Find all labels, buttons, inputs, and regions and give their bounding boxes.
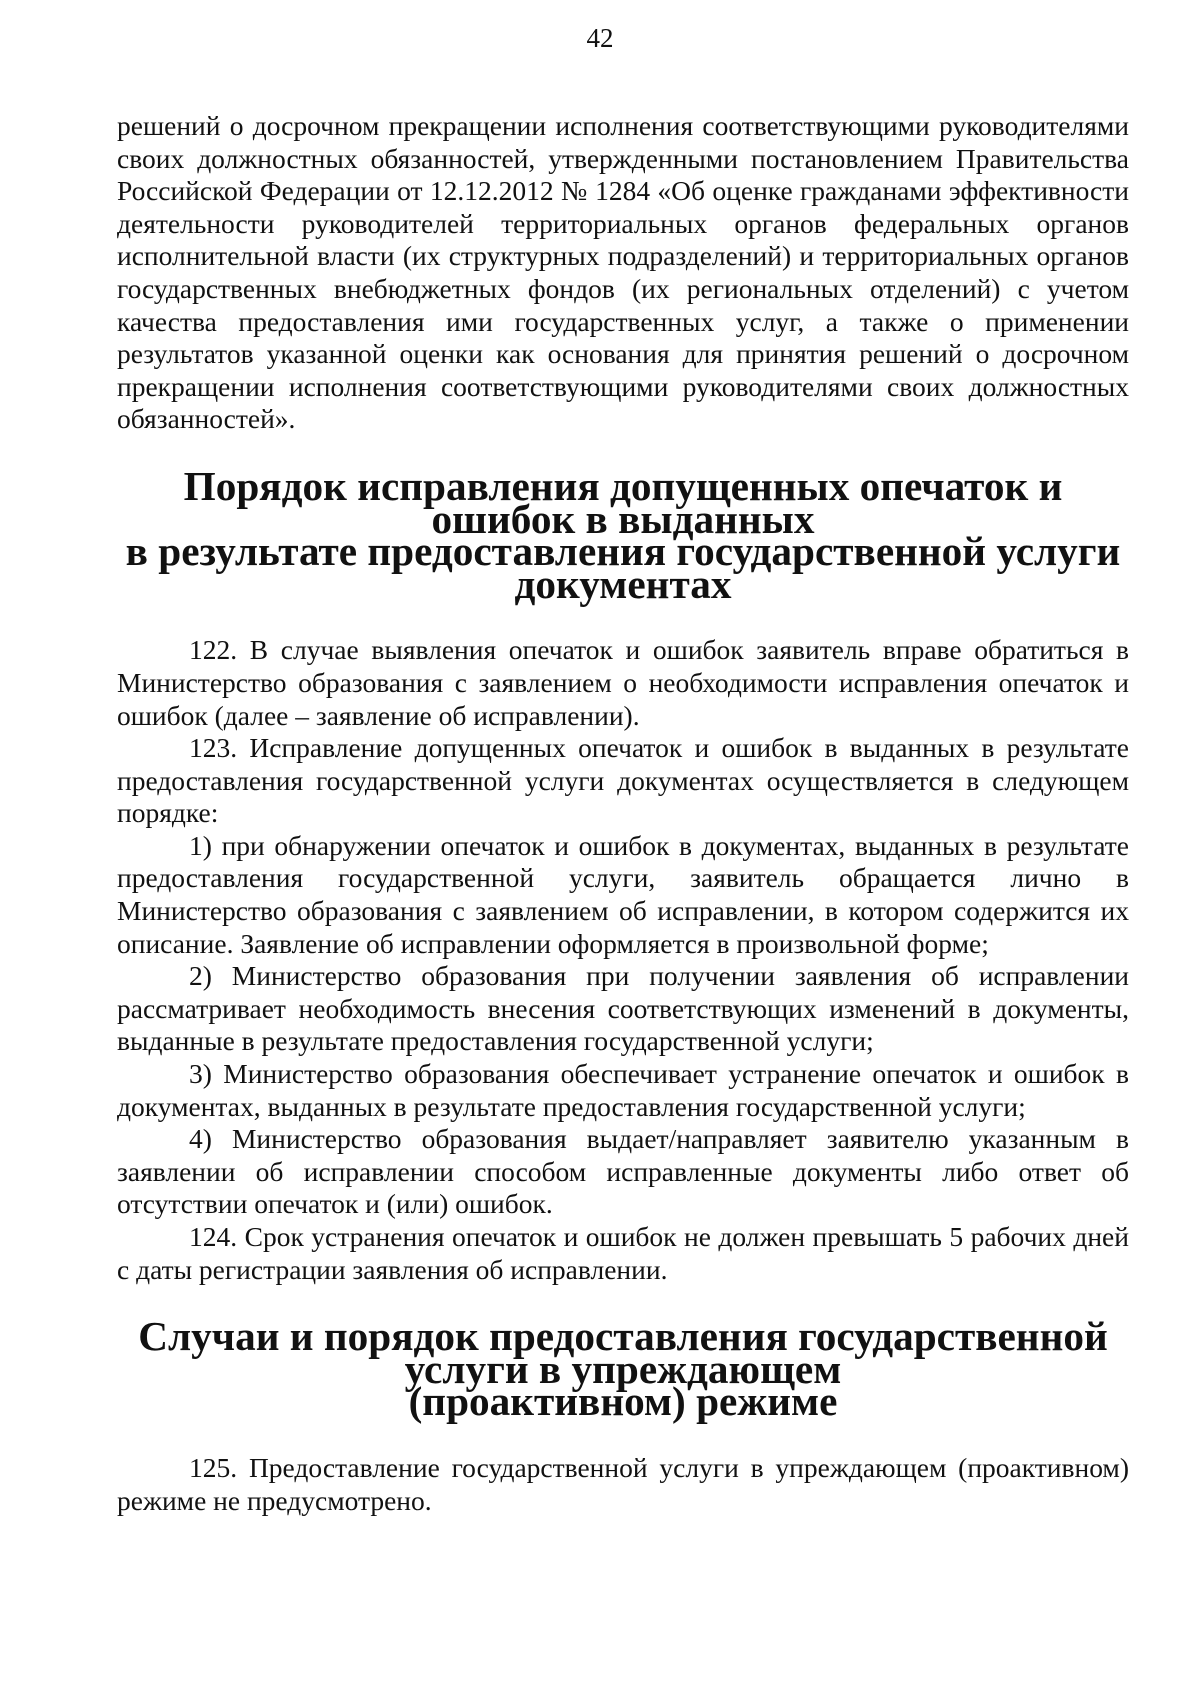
heading-line: (проактивном) режиме <box>408 1378 838 1425</box>
paragraph-125: 125. Предоставление государственной услуги в упреждающем (проактивном) режиме не предусмотрено. <box>117 1451 1129 1516</box>
section-heading-proactive <box>117 1313 1129 1425</box>
heading-line: Порядок исправления допущенных опечаток и ошибок в выданных <box>183 462 1063 542</box>
list-item-2: 2) Министерство образования при получении заявления об исправлении рассматривает необходимость внесения соответствующих изменений в документы, выданные в результате предоставления государственной услуги; <box>117 960 1129 1057</box>
list-item-1: 1) при обнаружении опечаток и ошибок в документах, выданных в результате предоставления государственной услуги, заявитель обращается лично в Министерство образования с заявлением об исправлении, в котором содержится их описание. Заявление об исправлении оформляется в произвольной форме; <box>117 829 1129 959</box>
paragraph-124: 124. Срок устранения опечаток и ошибок не должен превышать 5 рабочих дней с даты регистрации заявления об исправлении. <box>117 1221 1129 1285</box>
section-heading-errors <box>117 462 1129 607</box>
paragraph-123: 123. Исправление допущенных опечаток и ошибок в выданных в результате предоставления государственной услуги документах осуществляется в следующем порядке: <box>117 732 1129 829</box>
paragraph-122: 122. В случае выявления опечаток и ошибок заявитель вправе обратиться в Министерство образования с заявлением о необходимости исправления опечаток и ошибок (далее – заявление об исправлении). <box>117 634 1129 731</box>
heading-line: Случаи и порядок предоставления государственной услуги в упреждающем <box>138 1313 1108 1392</box>
document-body <box>117 110 1129 1517</box>
intro-paragraph: решений о досрочном прекращении исполнения соответствующими руководителями своих должностных обязанностей, утвержденными постановлением Правительства Российской Федерации от 12.12.2012 № 1284 «Об оценке гражданами эффективности деятельности руководителей территориальных органов федеральных органов исполнительной власти (их структурных подразделений) и территориальных органов государственных внебюджетных фондов (их региональных отделений) с учетом качества предоставления ими государственных услуг, а также о применении результатов указанной оценки как основания для принятия решений о досрочном прекращении исполнения соответствующими руководителями своих должностных обязанностей». <box>117 110 1129 435</box>
list-item-3: 3) Министерство образования обеспечивает устранение опечаток и ошибок в документах, выданных в результате предоставления государственной услуги; <box>117 1058 1129 1122</box>
page-number: 42 <box>586 23 614 53</box>
heading-line: в результате предоставления государственной услуги документах <box>125 528 1121 607</box>
list-item-4: 4) Министерство образования выдает/направляет заявителю указанным в заявлении об исправлении способом исправленные документы либо ответ об отсутствии опечаток и (или) ошибок. <box>117 1123 1129 1220</box>
